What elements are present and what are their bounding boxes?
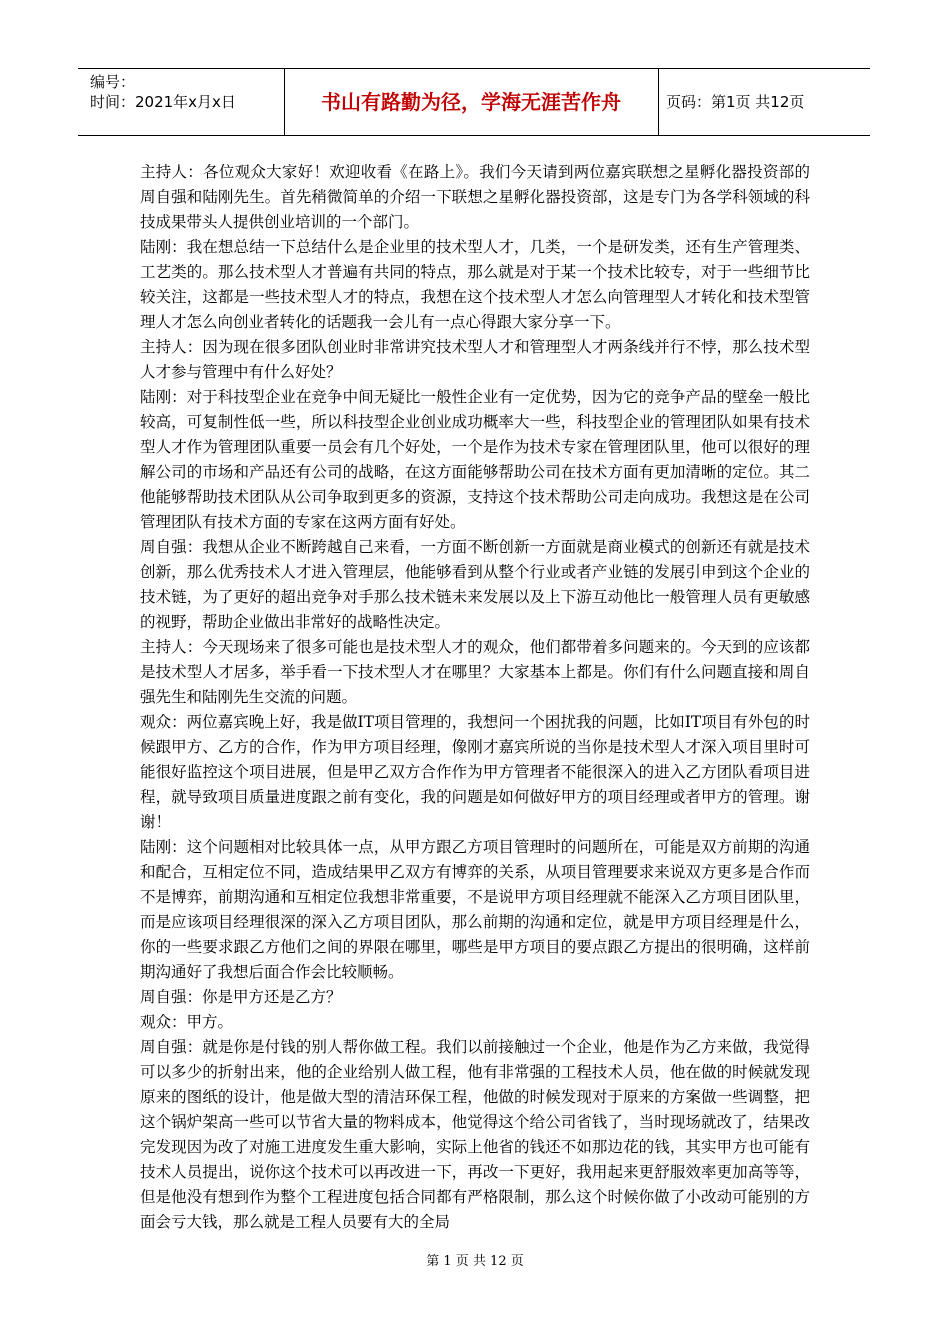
paragraph-lugang-1: 陆刚：我在想总结一下总结什么是企业里的技术型人才，几类，一个是研发类，还有生产管理类、工艺类的。那么技术型人才普遍有共同的特点，那么就是对于某一个技术比较专，对于一些细节比较关注，这都是一些技术型人才的特点，我想在这个技术型人才怎么向管理型人才转化和技术型管理人才怎么向创业者转化的话题我一会儿有一点心得跟大家分享一下。 [140, 238, 810, 331]
header-divider-right [658, 68, 659, 136]
document-body [140, 160, 810, 1235]
header-page-info: 页码：第1页 共12页 [666, 93, 805, 111]
paragraph-lugang-2: 陆刚：对于科技型企业在竞争中间无疑比一般性企业有一定优势，因为它的竞争产品的壁垒一般比较高，可复制性低一些，所以科技型企业创业成功概率大一些，科技型企业的管理团队如果有技术型人才作为管理团队重要一员会有几个好处，一个是作为技术专家在管理团队里，他可以很好的理解公司的市场和产品还有公司的战略，在这方面能够帮助公司在技术方面有更加清晰的定位。其二他能够帮助技术团队从公司争取到更多的资源，支持这个技术帮助公司走向成功。我想这是在公司管理团队有技术方面的专家在这两方面有好处。 [140, 388, 810, 531]
header-meta [90, 72, 236, 112]
page-footer: 第 1 页 共 12 页 [426, 1254, 524, 1269]
paragraph-zhouziqiang-question: 周自强：你是甲方还是乙方？ [140, 988, 342, 1006]
paragraph-audience-answer: 观众：甲方。 [140, 1013, 234, 1031]
header-divider-left [284, 68, 285, 136]
paragraph-audience-question: 观众：两位嘉宾晚上好，我是做IT项目管理的，我想问一个困扰我的问题，比如IT项目有外包的时候跟甲方、乙方的合作，作为甲方项目经理，像刚才嘉宾所说的当你是技术型人才深入项目里时可能很好监控这个项目进展，但是甲乙双方合作作为甲方管理者不能很深入的进入乙方团队看项目进程，就导致项目质量进度跟之前有变化，我的问题是如何做好甲方的项目经理或者甲方的管理。谢谢！ [140, 713, 810, 831]
paragraph-host-intro: 主持人：各位观众大家好！欢迎收看《在路上》。我们今天请到两位嘉宾联想之星孵化器投资部的周自强和陆刚先生。首先稍微简单的介绍一下联想之星孵化器投资部，这是专门为各学科领域的科技成果带头人提供创业培训的一个部门。 [140, 163, 810, 231]
paragraph-lugang-3: 陆刚：这个问题相对比较具体一点，从甲方跟乙方项目管理时的问题所在，可能是双方前期的沟通和配合，互相定位不同，造成结果甲乙双方有博弈的关系，从项目管理要求来说双方更多是合作而不是博弈，前期沟通和互相定位我想非常重要，不是说甲方项目经理就不能深入乙方项目团队里，而是应该项目经理很深的深入乙方项目团队，那么前期的沟通和定位，就是甲方项目经理是什么，你的一些要求跟乙方他们之间的界限在哪里，哪些是甲方项目的要点跟乙方提出的很明确，这样前期沟通好了我想后面合作会比较顺畅。 [140, 838, 810, 981]
paragraph-host-audience: 主持人：今天现场来了很多可能也是技术型人才的观众，他们都带着多问题来的。今天到的应该都是技术型人才居多，举手看一下技术型人才在哪里？大家基本上都是。你们有什么问题直接和周自强先生和陆刚先生交流的问题。 [140, 638, 810, 706]
paragraph-host-question: 主持人：因为现在很多团队创业时非常讲究技术型人才和管理型人才两条线并行不悖，那么技术型人才参与管理中有什么好处？ [140, 338, 810, 381]
document-time-label: 时间：2021年x月x日 [90, 93, 236, 111]
header-motto: 书山有路勤为径，学海无涯苦作舟 [321, 90, 621, 114]
paragraph-zhouziqiang-2: 周自强：就是你是付钱的别人帮你做工程。我们以前接触过一个企业，他是作为乙方来做，我觉得可以多少的折射出来，他的企业给别人做工程，他有非常强的工程技术人员，他在做的时候就发现原来的图纸的设计，他是做大型的清洁环保工程，他做的时候发现对于原来的方案做一些调整，把这个锅炉架高一些可以节省大量的物料成本，他觉得这个给公司省钱了，当时现场就改了，结果改完发现因为改了对施工进度发生重大影响，实际上他省的钱还不如那边花的钱，其实甲方也可能有技术人员提出，说你这个技术可以再改进一下，再改一下更好，我用起来更舒服效率更加高等等，但是他没有想到作为整个工程进度包括合同都有严格限制，那么这个时候你做了小改动可能别的方面会亏大钱，那么就是工程人员要有大的全局 [140, 1038, 810, 1231]
paragraph-zhouziqiang-1: 周自强：我想从企业不断跨越自己来看，一方面不断创新一方面就是商业模式的创新还有就是技术创新，那么优秀技术人才进入管理层，他能够看到从整个行业或者产业链的发展引申到这个企业的技术链，为了更好的超出竞争对手那么技术链未来发展以及上下游互动他比一般管理人员有更敏感的视野，帮助企业做出非常好的战略性决定。 [140, 538, 810, 631]
document-number-label: 编号： [90, 73, 136, 91]
page-header [78, 68, 870, 136]
